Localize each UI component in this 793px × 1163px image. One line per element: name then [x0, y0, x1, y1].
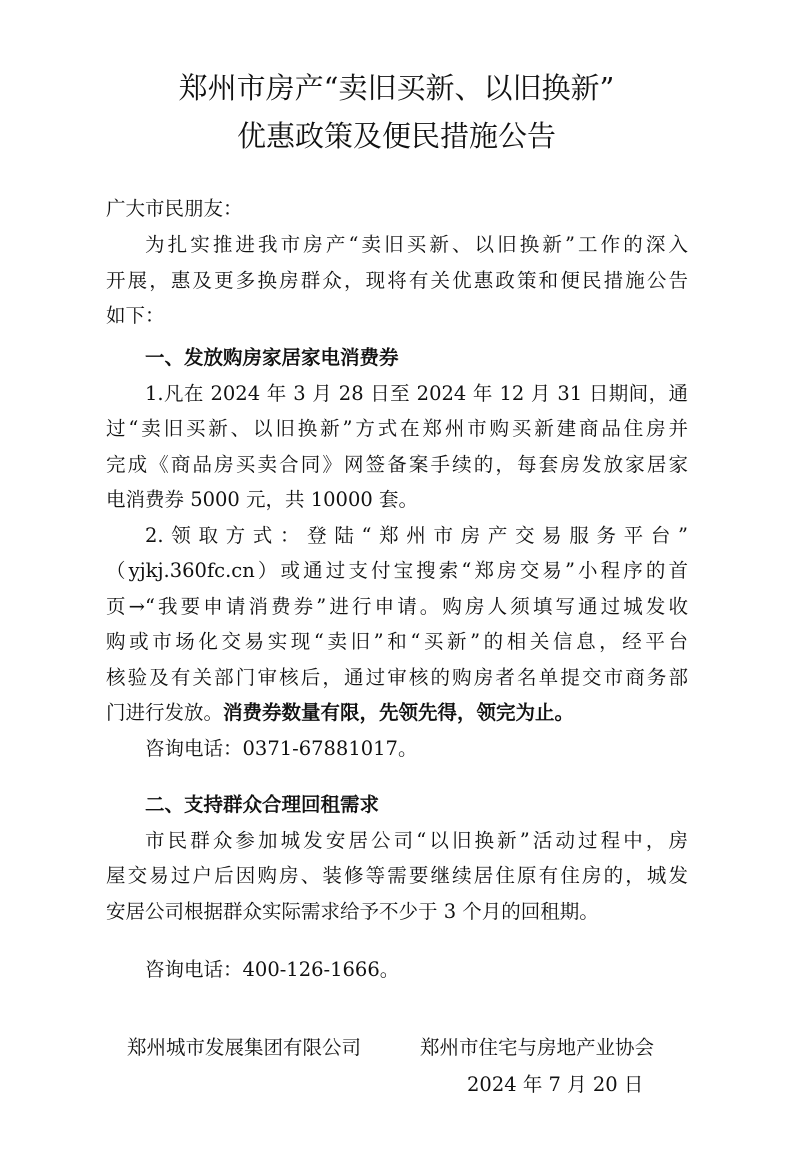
- item2-last-bold: 消费券数量有限，先领先得，领完为止。: [223, 701, 575, 724]
- title-line-2: 优惠政策及便民措施公告: [236, 119, 556, 153]
- item2-line: 核验及有关部门审核后，通过审核的购房者名单提交市商务部: [106, 665, 688, 689]
- section-1-heading: 一、发放购房家居家电消费券: [145, 346, 399, 369]
- item2-line: 购或市场化交易实现“卖旧”和“买新”的相关信息，经平台: [106, 630, 688, 653]
- section-2-consult-block: [106, 952, 688, 988]
- section-2-line: 安居公司根据群众实际需求给予不少于 3 个月的回租期。: [106, 899, 599, 923]
- item1-line: 电消费券 5000 元，共 10000 套。: [106, 488, 418, 511]
- signature-org-1: 郑州城市发展集团有限公司: [127, 1036, 362, 1059]
- intro-line: 如下：: [106, 304, 165, 327]
- section-2-heading: 二、支持群众合理回租需求: [145, 793, 380, 816]
- signature-org-2: 郑州市住宅与房地产业协会: [420, 1036, 655, 1059]
- item2-last-plain: 门进行发放。: [106, 701, 224, 724]
- item1-line: 1.凡在 2024 年 3 月 28 日至 2024 年 12 月 31 日期间，通: [145, 381, 688, 405]
- section-2-line: 市民群众参加城发安居公司“以旧换新”活动过程中，房: [145, 828, 688, 852]
- item2-line: 页→“我要申请消费券”进行申请。购房人须填写通过城发收: [106, 594, 688, 618]
- title-line-1: 郑州市房产“卖旧买新、以旧换新”: [178, 71, 615, 105]
- section-2-consult: 咨询电话：400-126-1666。: [145, 958, 400, 981]
- intro-line: 开展，惠及更多换房群众，现将有关优惠政策和便民措施公告: [106, 268, 688, 292]
- item1-line: 过“卖旧买新、以旧换新”方式在郑州市购买新建商品住房并: [106, 417, 688, 440]
- signature-date: 2024 年 7 月 20 日: [467, 1073, 644, 1096]
- intro-line: 为扎实推进我市房产“卖旧买新、以旧换新”工作的深入: [145, 233, 688, 256]
- section-1-consult: 咨询电话：0371-67881017。: [145, 736, 418, 760]
- intro-paragraph: [106, 227, 688, 334]
- item2-line: 2.领取方式：登陆“郑州市房产交易服务平台”: [145, 523, 688, 547]
- greeting: 广大市民朋友：: [106, 197, 243, 220]
- section-2: [106, 787, 688, 929]
- section-1: [106, 340, 688, 766]
- section-2-line: 屋交易过户后因购房、装修等需要继续居住原有住房的，城发: [106, 864, 688, 887]
- item2-last-line: [106, 695, 688, 731]
- item1-line: 完成《商品房买卖合同》网签备案手续的，每套房发放家居家: [106, 452, 688, 476]
- item2-line: （yjkj.360fc.cn）或通过支付宝搜索“郑房交易”小程序的首: [106, 559, 688, 582]
